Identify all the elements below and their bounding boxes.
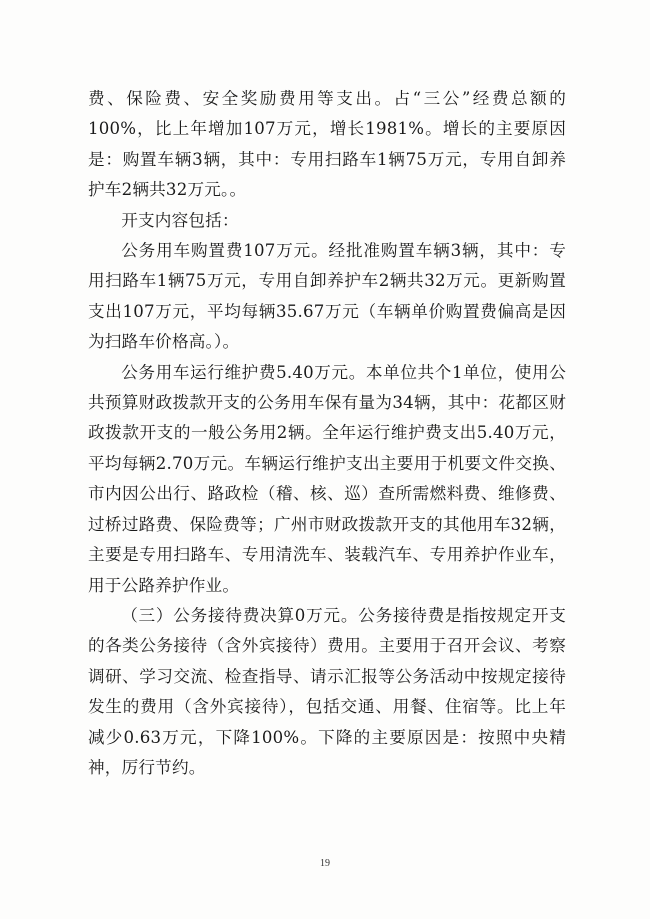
paragraph-reception-expense: （三）公务接待费决算0万元。公务接待费是指按规定开支的各类公务接待（含外宾接待）费用。主要用于召开会议、考察调研、学习交流、检查指导、请示汇报等公务活动中按规定接待发生的费用（含外宾接待），包括交通、用餐、住宿等。比上年减少0.63万元，下降100%。下降的主要原因是：按照中央精神，厉行节约。 [88,605,566,777]
paragraph-vehicle-purchase: 公务用车购置费107万元。经批准购置车辆3辆，其中：专用扫路车1辆75万元，专用自卸养护车2辆共32万元。更新购置支出107万元，平均每辆35.67万元（车辆单价购置费偏高是因为扫路车价格高。）。 [88,241,566,352]
paragraph-expense-intro: 开支内容包括： [121,210,239,230]
paragraph-vehicle-maintenance: 公务用车运行维护费5.40万元。本单位共个1单位，使用公共预算财政拨款开支的公务用车保有量为34辆，其中：花都区财政拨款开支的一般公务用2辆。全年运行维护费支出5.40万元，平均每辆2.70万元。车辆运行维护支出主要用于机要文件交换、市内因公出行、路政检（稽、核、巡）查所需燃料费、维修费、过桥过路费、保险费等；广州市财政拨款开支的其他用车32辆，主要是专用扫路车、专用清洗车、装载汽车、专用养护作业车，用于公路养护作业。 [88,362,566,595]
paragraph-continuation: 费、保险费、安全奖励费用等支出。占“三公”经费总额的100%，比上年增加107万元，增长1981%。增长的主要原因是：购置车辆3辆，其中：专用扫路车1辆75万元，专用自卸养护车2辆共32万元。。 [88,89,566,200]
body-text [88,84,566,783]
page-number: 19 [320,858,330,869]
